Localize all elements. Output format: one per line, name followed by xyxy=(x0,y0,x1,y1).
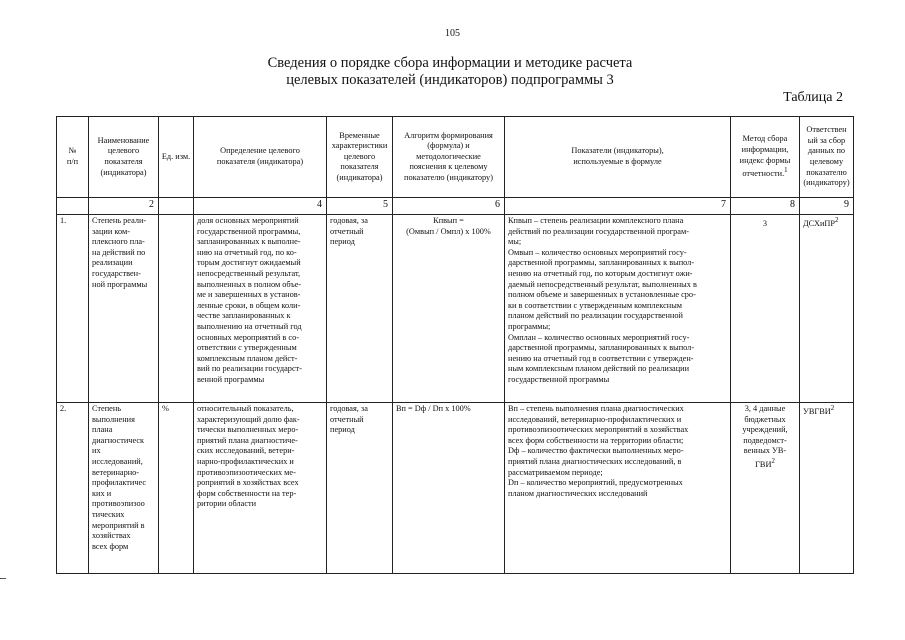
column-number-row xyxy=(57,198,854,215)
col-number-2: 2 xyxy=(89,198,159,215)
col-number-9: 9 xyxy=(800,198,854,215)
col-number-5: 5 xyxy=(327,198,393,215)
row-num: 1. xyxy=(57,215,89,403)
row-definition: доля основных мероприятий государственной программы, запланированных к выполне- нию на отчетный год, по ко- торым достигнут ожидаемый непосредственный результат, выполненных в полном объе- ме и завершенных в установ- ленные сроки, в общем коли- честве запланированных к выполнению на отчетный год основных мероприятий в со- ответствии с утвержденным комплексным планом дейст- вий по реализации государст- венной программы xyxy=(194,215,327,403)
row-num: 2. xyxy=(57,403,89,574)
header-row xyxy=(57,117,854,198)
row-time: годовая, за отчетный период xyxy=(327,215,393,403)
row-name: Степень реали- зации ком- плексного пла- на действий по реализации государствен- ной программы xyxy=(89,215,159,403)
table-row xyxy=(57,403,854,574)
row-method-text: 3, 4 данные бюджетных учреждений, подведомст- венных УВ- ГВИ xyxy=(742,404,788,469)
row-method xyxy=(731,215,800,403)
row-algorithm: Кпвып = (Омвып / Омпл) х 100% xyxy=(393,215,505,403)
header-num: № п/п xyxy=(57,117,89,198)
header-method-footnote: 1 xyxy=(784,167,788,175)
col-number-3 xyxy=(159,198,194,215)
header-method xyxy=(731,117,800,198)
row-unit: % xyxy=(159,403,194,574)
header-algorithm: Алгоритм формирования (формула) и методологические пояснения к целевому показателю (индикатору) xyxy=(393,117,505,198)
row-time: годовая, за отчетный период xyxy=(327,403,393,574)
row-unit xyxy=(159,215,194,403)
row-indicators: Кпвып – степень реализации комплексного плана действий по реализации государственной програм- мы; Омвып – количество основных мероприятий госу- дарственной программы, запланированных к выпол- нению на отчетный год, по которым достигнут ожи- даемый непосредственный результат, выполненных в полном объеме и завершенных в установленные сро- ки в соответствии с утвержденным комплексным планом действий по реализации государственной программы; Омплан – количество основных мероприятий госу- дарственной программы, запланированных к выпол- нению на отчетный год в соответствии с утвержден- ным комплексным планом действий по реализации государственной программы xyxy=(505,215,731,403)
row-responsible-text: УВГВИ xyxy=(803,406,831,416)
header-method-text: Метод сбора информации, индекс формы отчетности. xyxy=(739,134,791,178)
header-name: Наименование целевого показателя (индикатора) xyxy=(89,117,159,198)
col-number-1 xyxy=(57,198,89,215)
row-responsible-footnote: 2 xyxy=(835,217,839,224)
col-number-8: 8 xyxy=(731,198,800,215)
header-definition: Определение целевого показателя (индикатора) xyxy=(194,117,327,198)
row-method-text: 3 xyxy=(762,218,768,228)
title-line-1: Сведения о порядке сбора информации и методике расчета xyxy=(267,55,633,71)
title-line-2: целевых показателей (индикаторов) подпрограммы 3 xyxy=(286,72,614,88)
col-number-4: 4 xyxy=(194,198,327,215)
page-number: 105 xyxy=(445,28,460,39)
row-responsible-footnote: 2 xyxy=(830,405,835,412)
header-unit: Ед. изм. xyxy=(159,117,194,198)
row-method xyxy=(731,403,800,574)
header-responsible: Ответствен ый за сбор данных по целевому показателю (индикатору) xyxy=(800,117,854,198)
document-title xyxy=(170,55,730,89)
row-indicators: Вп – степень выполнения плана диагностических исследований, ветеринарно-профилактических и противоэпизоотических мероприятий в хозяйствах всех форм собственности на территории области; Dф – количество фактически выполненных меро- приятий плана диагностических исследований, в рассматриваемом периоде; Dп – количество мероприятий, предусмотренных планом диагностических исследований xyxy=(505,403,731,574)
row-name: Степень выполнения плана диагностическ их исследований, ветеринарно- профилактичес ких и противоэпизоо тических мероприятий в хозяйствах всех форм xyxy=(89,403,159,574)
col-number-6: 6 xyxy=(393,198,505,215)
row-definition: относительный показатель, характеризующий долю фак- тически выполненных меро- приятий плана диагностиче- ских исследований, ветери- нарно-профилактических и противоэпизоотических ме- роприятий в хозяйствах всех форм собственности на тер- ритории области xyxy=(194,403,327,574)
row-responsible xyxy=(800,403,854,574)
row-responsible-text: ДСХиПР xyxy=(803,218,836,228)
row-responsible xyxy=(800,215,854,403)
row-method-footnote: 2 xyxy=(771,457,775,465)
row-algorithm: Вп = Dф / Dп х 100% xyxy=(393,403,505,574)
header-time: Временные характеристики целевого показателя (индикатора) xyxy=(327,117,393,198)
table-label: Таблица 2 xyxy=(783,90,843,105)
col-number-7: 7 xyxy=(505,198,731,215)
indicators-table xyxy=(56,116,854,574)
margin-mark xyxy=(0,578,6,579)
table-row xyxy=(57,215,854,403)
header-indicators: Показатели (индикаторы), используемые в формуле xyxy=(505,117,731,198)
